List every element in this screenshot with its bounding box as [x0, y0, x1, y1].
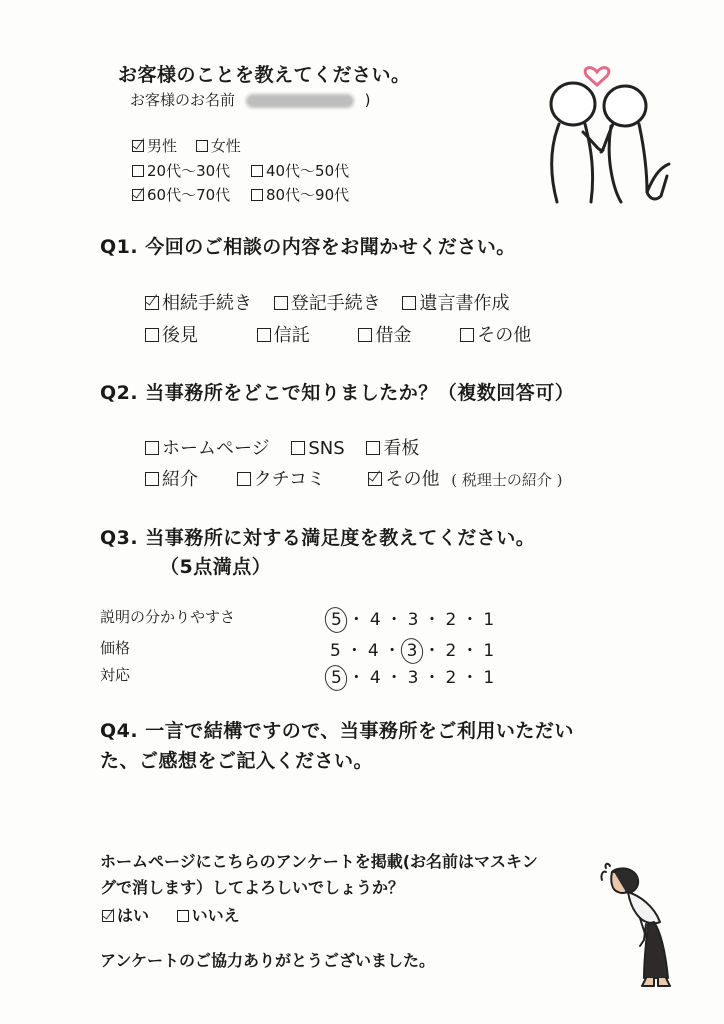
checkbox-q2-other[interactable] [368, 472, 382, 486]
q1-option-shakkin-label: 借金 [375, 325, 412, 346]
q2-row-1 [145, 434, 419, 460]
q1-option-touki-label: 登記手続き [290, 293, 381, 314]
rating-separator: ・ [423, 641, 441, 661]
q2-option-shoukai-label: 紹介 [162, 469, 198, 490]
checkbox-q1-souzoku[interactable] [145, 296, 159, 310]
consent-yes-option[interactable] [102, 906, 149, 925]
gender-female-label: 女性 [210, 137, 241, 155]
customer-name-row [130, 89, 370, 110]
q1-row-1 [145, 289, 509, 315]
q3-rating-price[interactable] [330, 636, 494, 661]
rating-value-1[interactable]: 1 [483, 668, 495, 688]
q3-row-label-price: 価格 [100, 639, 131, 657]
q2-other-handwritten-note: ( 税理士の紹介 ) [451, 471, 563, 489]
customer-name-label: お客様のお名前 [130, 91, 236, 109]
checkbox-q1-touki[interactable] [274, 296, 288, 310]
rating-separator: ・ [423, 668, 441, 688]
rating-separator: ・ [383, 641, 401, 661]
checkbox-consent-no[interactable] [177, 910, 189, 922]
q3-row-label-service: 対応 [100, 666, 131, 684]
q1-option-other[interactable] [460, 325, 531, 346]
age-20-30-option[interactable] [132, 162, 230, 180]
checkbox-age-60-70[interactable] [132, 189, 144, 201]
checkbox-age-40-50[interactable] [251, 165, 263, 177]
footer-thanks: アンケートのご協力ありがとうございました。 [100, 951, 436, 970]
q1-option-touki[interactable] [274, 293, 381, 314]
consent-line-2: グで消します）してよろしいでしょうか？ [100, 878, 405, 897]
q1-option-yuigon-label: 遺言書作成 [419, 293, 510, 314]
q3-subtitle: （5点満点） [160, 556, 272, 578]
checkbox-q1-shakkin[interactable] [358, 328, 372, 342]
q4-line-1: Q4. 一言で結構ですので、当事務所をご利用いただい [100, 720, 574, 742]
q3-rating-service[interactable] [330, 663, 494, 688]
age-60-70-label: 60代〜70代 [147, 186, 231, 204]
rating-separator: ・ [385, 610, 403, 630]
q2-row-2 [145, 465, 562, 491]
rating-separator: ・ [347, 610, 365, 630]
gender-male-label: 男性 [147, 137, 178, 155]
age-40-50-label: 40代〜50代 [265, 162, 350, 180]
q2-title: Q2. 当事務所をどこで知りましたか？（複数回答可） [100, 382, 575, 404]
rating-value-5[interactable]: 5 [331, 668, 342, 688]
age-20-30-label: 20代〜30代 [147, 162, 231, 180]
checkbox-q2-homepage[interactable] [145, 441, 159, 455]
q1-option-shintaku-label: 信託 [273, 325, 310, 346]
q2-option-kanban[interactable] [366, 438, 419, 459]
rating-separator: ・ [461, 610, 479, 630]
q1-option-other-label: その他 [477, 325, 532, 346]
rating-value-1[interactable]: 1 [483, 610, 495, 630]
q2-option-kuchikomi[interactable] [237, 465, 363, 491]
masked-name [246, 94, 354, 108]
q1-option-souzoku-label: 相続手続き [162, 293, 252, 314]
consent-no-option[interactable] [177, 906, 240, 925]
age-40-50-option[interactable] [251, 162, 349, 180]
rating-value-4[interactable]: 4 [367, 641, 379, 661]
q4-line-2: た、ご感想をご記入ください。 [100, 750, 374, 772]
rating-value-3[interactable]: 3 [407, 610, 419, 630]
rating-separator: ・ [347, 668, 365, 688]
rating-value-4[interactable]: 4 [369, 610, 381, 630]
rating-value-5[interactable]: 5 [330, 641, 341, 661]
q2-option-homepage[interactable] [145, 438, 270, 459]
rating-separator: ・ [461, 641, 479, 661]
q1-option-shintaku[interactable] [257, 321, 353, 347]
checkbox-q2-kuchikomi[interactable] [237, 472, 251, 486]
q2-option-shoukai[interactable] [145, 465, 231, 491]
age-80-90-label: 80代〜90代 [265, 186, 350, 204]
age-80-90-option[interactable] [251, 186, 349, 204]
checkbox-female[interactable] [196, 140, 208, 152]
rating-value-2[interactable]: 2 [445, 668, 457, 688]
checkbox-q2-shoukai[interactable] [145, 472, 159, 486]
gender-row [132, 135, 241, 156]
rating-value-5[interactable]: 5 [331, 610, 342, 630]
q2-option-other[interactable] [368, 469, 439, 490]
q2-option-homepage-label: ホームページ [162, 438, 270, 459]
q3-rating-explanation[interactable] [330, 605, 494, 630]
q2-option-kanban-label: 看板 [383, 438, 420, 459]
checkbox-q1-shintaku[interactable] [257, 328, 271, 342]
consent-yes-label: はい [117, 906, 150, 925]
checkbox-q2-sns[interactable] [291, 441, 305, 455]
q2-option-sns-label: SNS [308, 438, 345, 459]
checkbox-male[interactable] [132, 140, 144, 152]
consent-no-label: いいえ [191, 906, 240, 925]
q1-option-yuigon[interactable] [402, 293, 509, 314]
q3-row-label-explanation: 説明の分かりやすさ [100, 608, 236, 626]
rating-value-2[interactable]: 2 [445, 641, 457, 661]
checkbox-q1-other[interactable] [460, 328, 474, 342]
q1-option-souzoku[interactable] [145, 293, 252, 314]
rating-value-1[interactable]: 1 [483, 641, 495, 661]
heart-icon [585, 68, 609, 85]
q1-row-2 [145, 321, 531, 347]
rating-value-2[interactable]: 2 [445, 610, 457, 630]
q2-option-other-label: その他 [385, 469, 440, 490]
age-60-70-option[interactable] [132, 186, 230, 204]
checkbox-consent-yes[interactable] [102, 910, 114, 922]
q1-title: Q1. 今回のご相談の内容をお聞かせください。 [100, 236, 516, 258]
rating-separator: ・ [385, 668, 403, 688]
gender-male-option[interactable] [132, 137, 177, 155]
checkbox-q1-yuigon[interactable] [402, 296, 416, 310]
rating-separator: ・ [461, 668, 479, 688]
rating-value-4[interactable]: 4 [369, 668, 381, 688]
age-row-1 [132, 160, 349, 181]
checkbox-q1-kouken[interactable] [145, 328, 159, 342]
rating-value-3[interactable]: 3 [406, 641, 418, 661]
consent-options [102, 903, 240, 926]
checkbox-age-80-90[interactable] [251, 189, 263, 201]
q1-option-kouken[interactable] [145, 321, 251, 347]
consent-line-1: ホームページにこちらのアンケートを掲載(お名前はマスキン [100, 852, 538, 871]
q1-option-kouken-label: 後見 [162, 325, 198, 346]
bowing-woman-illustration [596, 862, 692, 992]
checkbox-age-20-30[interactable] [132, 165, 144, 177]
survey-title: お客様のことを教えてください。 [118, 64, 411, 86]
q2-option-sns[interactable] [291, 438, 344, 459]
couple-illustration [535, 52, 680, 207]
q2-option-kuchikomi-label: クチコミ [253, 469, 326, 490]
q3-title: Q3. 当事務所に対する満足度を教えてください。 [100, 527, 536, 549]
rating-value-3[interactable]: 3 [407, 668, 419, 688]
checkbox-q2-kanban[interactable] [366, 441, 380, 455]
q1-option-shakkin[interactable] [358, 321, 454, 347]
age-row-2 [132, 184, 349, 205]
gender-female-option[interactable] [196, 137, 241, 155]
rating-separator: ・ [345, 641, 363, 661]
customer-name-close: ) [364, 91, 371, 109]
rating-separator: ・ [423, 610, 441, 630]
